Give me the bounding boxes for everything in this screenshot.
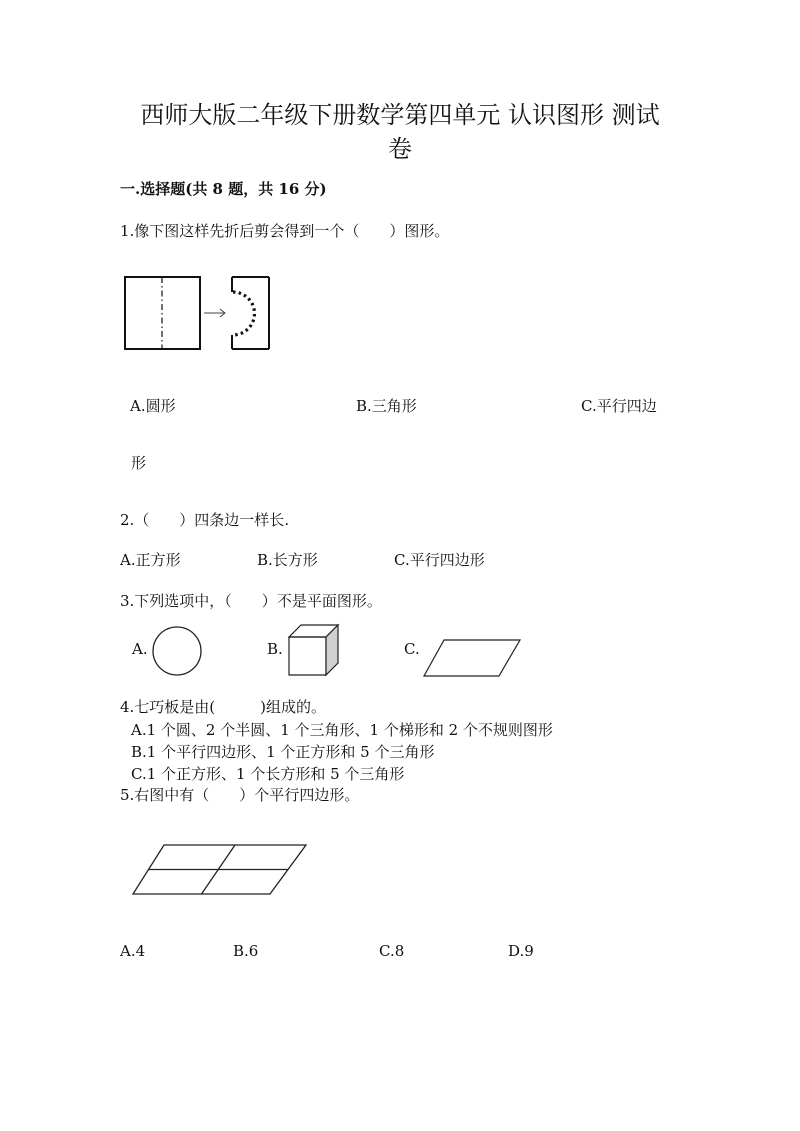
question-1-option-a[interactable]: A.圆形 [130,397,176,415]
question-4-text: 4.七巧板是由( )组成的。 [120,698,327,716]
question-5-option-d[interactable]: D.9 [508,942,534,960]
title-line-2: 卷 [388,135,412,163]
page-title [120,98,680,166]
cube-shape [288,624,342,678]
question-4-option-b[interactable]: B.1 个平行四边形、1 个正方形和 5 个三角形 [131,743,435,761]
question-3-text: 3.下列选项中，（ ）不是平面图形。 [120,592,382,610]
question-1-option-c-continued: 形 [131,454,147,472]
question-1-text: 1.像下图这样先折后剪会得到一个（ ）图形。 [120,222,450,240]
question-5-option-c[interactable]: C.8 [379,942,405,960]
question-4-option-c[interactable]: C.1 个正方形、1 个长方形和 5 个三角形 [131,765,405,783]
circle-shape [152,626,202,676]
question-5-text: 5.右图中有（ ）个平行四边形。 [120,786,360,804]
question-3-option-a[interactable]: A. [132,640,148,658]
question-1-option-b[interactable]: B.三角形 [356,397,417,415]
question-1-figure [124,276,274,352]
parallelogram-grid-figure [132,844,308,896]
question-5-option-a[interactable]: A.4 [120,942,146,960]
question-3-option-c[interactable]: C. [404,640,420,658]
question-2-option-b[interactable]: B.长方形 [257,551,318,569]
section-heading: 一.选择题(共 8 题，共 16 分) [120,180,327,198]
question-1-option-c[interactable]: C.平行四边 [581,397,657,415]
title-line-1: 西师大版二年级下册数学第四单元 认识图形 测试 [140,101,660,129]
question-2-text: 2.（ ）四条边一样长. [120,511,290,529]
question-2-option-c[interactable]: C.平行四边形 [394,551,485,569]
question-3-option-b[interactable]: B. [267,640,283,658]
cut-semicircle [233,292,254,335]
question-5-option-b[interactable]: B.6 [233,942,259,960]
question-4-option-a[interactable]: A.1 个圆、2 个半圆、1 个三角形、1 个梯形和 2 个不规则图形 [131,721,553,739]
question-2-option-a[interactable]: A.正方形 [120,551,181,569]
parallelogram-shape [423,639,521,677]
